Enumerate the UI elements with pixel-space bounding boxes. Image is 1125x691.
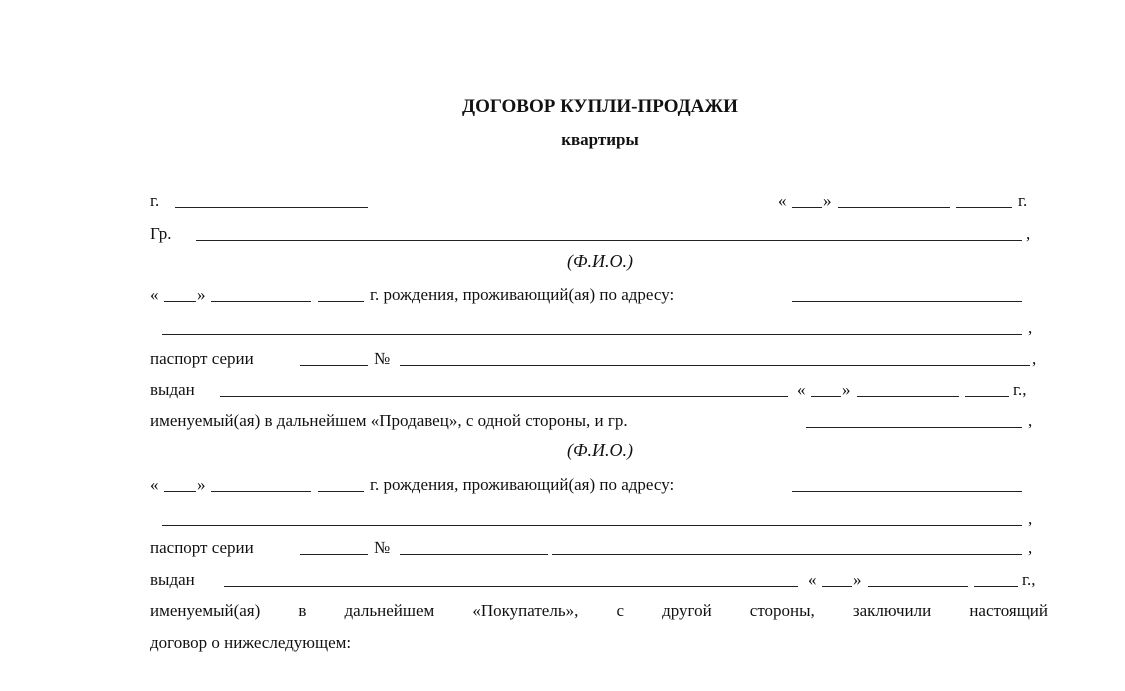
seller-birth-year-blank [318, 301, 364, 302]
buyer-passport-label: паспорт серии [150, 538, 254, 557]
document-title: ДОГОВОР КУПЛИ-ПРОДАЖИ [462, 96, 738, 117]
buyer-issued-open-quote: « [808, 570, 817, 589]
seller-address-comma: , [1028, 318, 1033, 337]
seller-address-blank [792, 301, 1022, 302]
date-open-quote: « [778, 191, 787, 210]
document-subtitle: квартиры [561, 130, 639, 149]
date-day-blank [792, 207, 822, 208]
buyer-birth-day-blank [164, 491, 196, 492]
buyer-issued-day-blank [822, 586, 852, 587]
date-year-blank [956, 207, 1012, 208]
buyer-address-comma: , [1028, 509, 1033, 528]
seller-fio-blank [196, 240, 1022, 241]
seller-birth-close-quote: » [197, 285, 206, 304]
buyer-passport-number-blank [400, 554, 548, 555]
buyer-fio-blank [806, 427, 1022, 428]
buyer-fio-caption: (Ф.И.О.) [567, 440, 633, 460]
buyer-passport-comma: , [1028, 538, 1033, 557]
buyer-issued-month-blank [868, 586, 968, 587]
citizen-label: Гр. [150, 224, 172, 243]
buyer-birth-text: г. рождения, проживающий(ая) по адресу: [370, 475, 675, 494]
seller-named-text: именуемый(ая) в дальнейшем «Продавец», с одной стороны, и гр. [150, 411, 628, 430]
buyer-address-blank-2 [162, 525, 1022, 526]
seller-issued-day-blank [811, 396, 841, 397]
buyer-issued-label: выдан [150, 570, 195, 589]
buyer-address-blank [792, 491, 1022, 492]
seller-birth-open-quote: « [150, 285, 159, 304]
buyer-named-text-2: договор о нижеследующем: [150, 633, 352, 652]
date-year-suffix: г. [1018, 191, 1028, 210]
seller-passport-comma: , [1032, 349, 1037, 368]
buyer-birth-month-blank [211, 491, 311, 492]
seller-issued-year-blank [965, 396, 1009, 397]
buyer-fio-comma: , [1028, 411, 1033, 430]
seller-issued-close-quote: » [842, 380, 851, 399]
seller-issued-year-suffix: г., [1013, 380, 1027, 399]
date-month-blank [838, 207, 950, 208]
buyer-passport-number-sign: № [374, 538, 391, 557]
city-blank [175, 207, 368, 208]
buyer-birth-open-quote: « [150, 475, 159, 494]
seller-issued-label: выдан [150, 380, 195, 399]
seller-fio-comma: , [1026, 224, 1031, 243]
city-label: г. [150, 191, 160, 210]
buyer-issued-year-suffix: г., [1022, 570, 1036, 589]
buyer-issued-blank [224, 586, 798, 587]
buyer-issued-year-blank [974, 586, 1018, 587]
date-close-quote: » [823, 191, 832, 210]
seller-birth-day-blank [164, 301, 196, 302]
seller-fio-caption: (Ф.И.О.) [567, 251, 633, 271]
seller-passport-series-blank [300, 365, 368, 366]
buyer-issued-close-quote: » [853, 570, 862, 589]
seller-issued-blank [220, 396, 788, 397]
buyer-named-text: именуемый(ая) в дальнейшем «Покупатель», с другой стороны, заключили настоящий [150, 601, 1048, 620]
buyer-passport-series-blank [300, 554, 368, 555]
seller-issued-month-blank [857, 396, 959, 397]
seller-passport-label: паспорт серии [150, 349, 254, 368]
seller-passport-number-sign: № [374, 349, 391, 368]
seller-issued-open-quote: « [797, 380, 806, 399]
buyer-birth-close-quote: » [197, 475, 206, 494]
buyer-passport-number-blank-2 [552, 554, 1022, 555]
buyer-birth-year-blank [318, 491, 364, 492]
seller-birth-text: г. рождения, проживающий(ая) по адресу: [370, 285, 675, 304]
seller-address-blank-2 [162, 334, 1022, 335]
seller-birth-month-blank [211, 301, 311, 302]
seller-passport-number-blank [400, 365, 1030, 366]
